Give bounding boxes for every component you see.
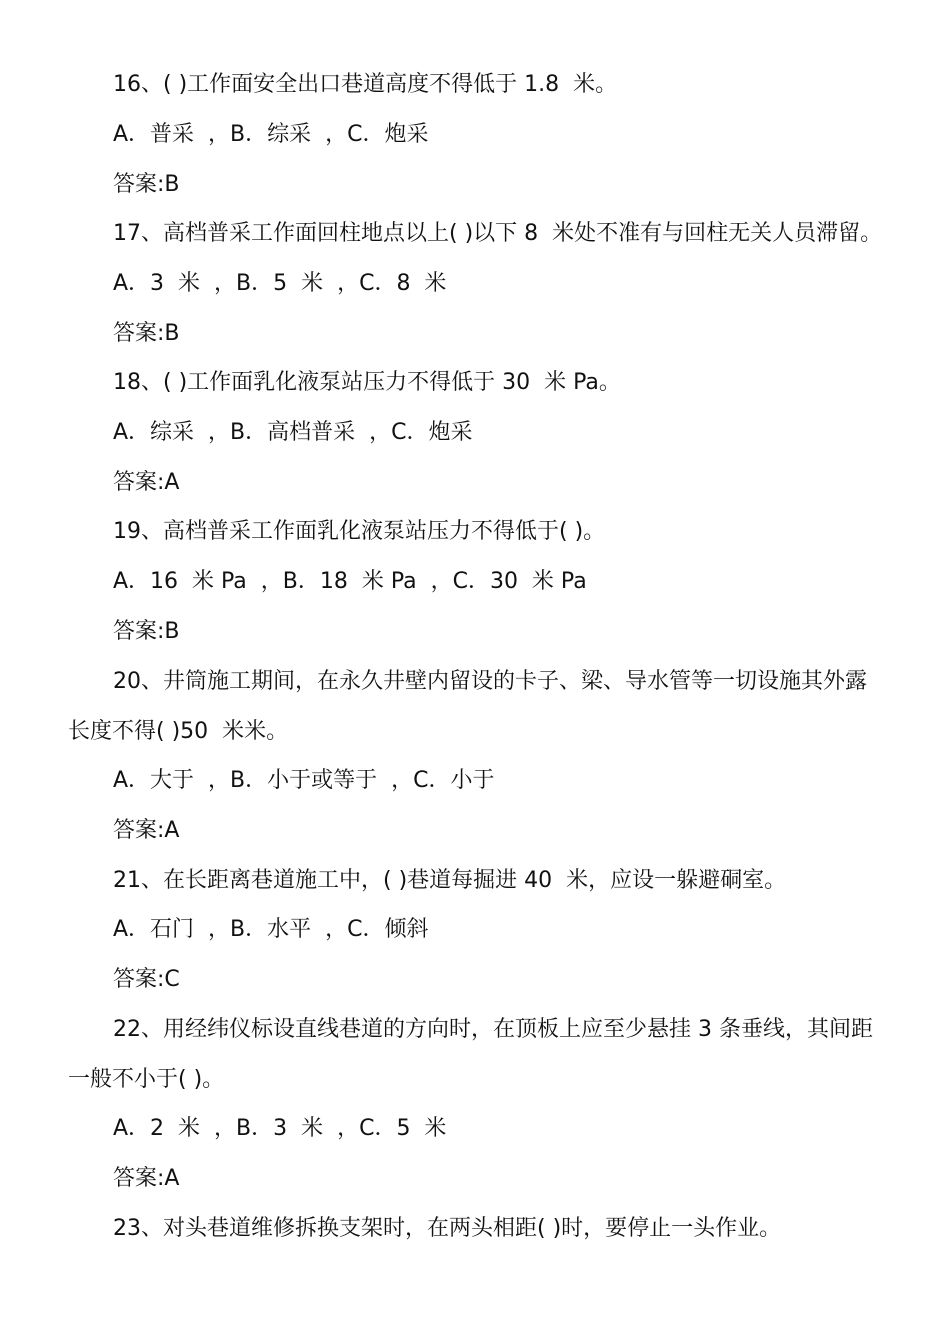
options-22: A．2 米 ，B．3 米 ，C．5 米	[113, 1116, 447, 1141]
question-22-continued: 一般不小于( )。	[68, 1067, 225, 1092]
answer-21: 答案:C	[113, 967, 180, 992]
answer-20: 答案:A	[113, 818, 180, 843]
options-18: A．综采 ，B．高档普采 ，C．炮采	[113, 420, 473, 445]
answer-18: 答案:A	[113, 470, 180, 495]
options-17: A．3 米 ，B．5 米 ，C．8 米	[113, 271, 447, 296]
options-20: A．大于 ，B．小于或等于 ，C．小于	[113, 768, 495, 793]
answer-16: 答案:B	[113, 172, 180, 197]
answer-19: 答案:B	[113, 619, 180, 644]
options-21: A．石门 ，B．水平 ，C．倾斜	[113, 917, 429, 942]
question-19: 19、高档普采工作面乳化液泵站压力不得低于( )。	[113, 519, 606, 544]
question-20: 20、井筒施工期间，在永久井壁内留设的卡子、梁、导水管等一切设施其外露	[113, 669, 867, 694]
options-19: A．16 米 Pa ，B．18 米 Pa ，C．30 米 Pa	[113, 569, 587, 594]
question-16: 16、( )工作面安全出口巷道高度不得低于 1.8 米。	[113, 72, 618, 97]
answer-22: 答案:A	[113, 1166, 180, 1191]
question-18: 18、( )工作面乳化液泵站压力不得低于 30 米 Pa。	[113, 370, 621, 395]
answer-17: 答案:B	[113, 321, 180, 346]
options-16: A．普采 ，B．综采 ，C．炮采	[113, 122, 429, 147]
question-20-continued: 长度不得( )50 米米。	[68, 719, 289, 744]
question-22: 22、用经纬仪标设直线巷道的方向时，在顶板上应至少悬挂 3 条垂线，其间距	[113, 1017, 873, 1042]
question-23: 23、对头巷道维修拆换支架时，在两头相距( )时，要停止一头作业。	[113, 1216, 782, 1241]
question-17: 17、高档普采工作面回柱地点以上( )以下 8 米处不准有与回柱无关人员滞留。	[113, 221, 883, 246]
question-21: 21、在长距离巷道施工中，( )巷道每掘进 40 米，应设一躲避硐室。	[113, 868, 787, 893]
